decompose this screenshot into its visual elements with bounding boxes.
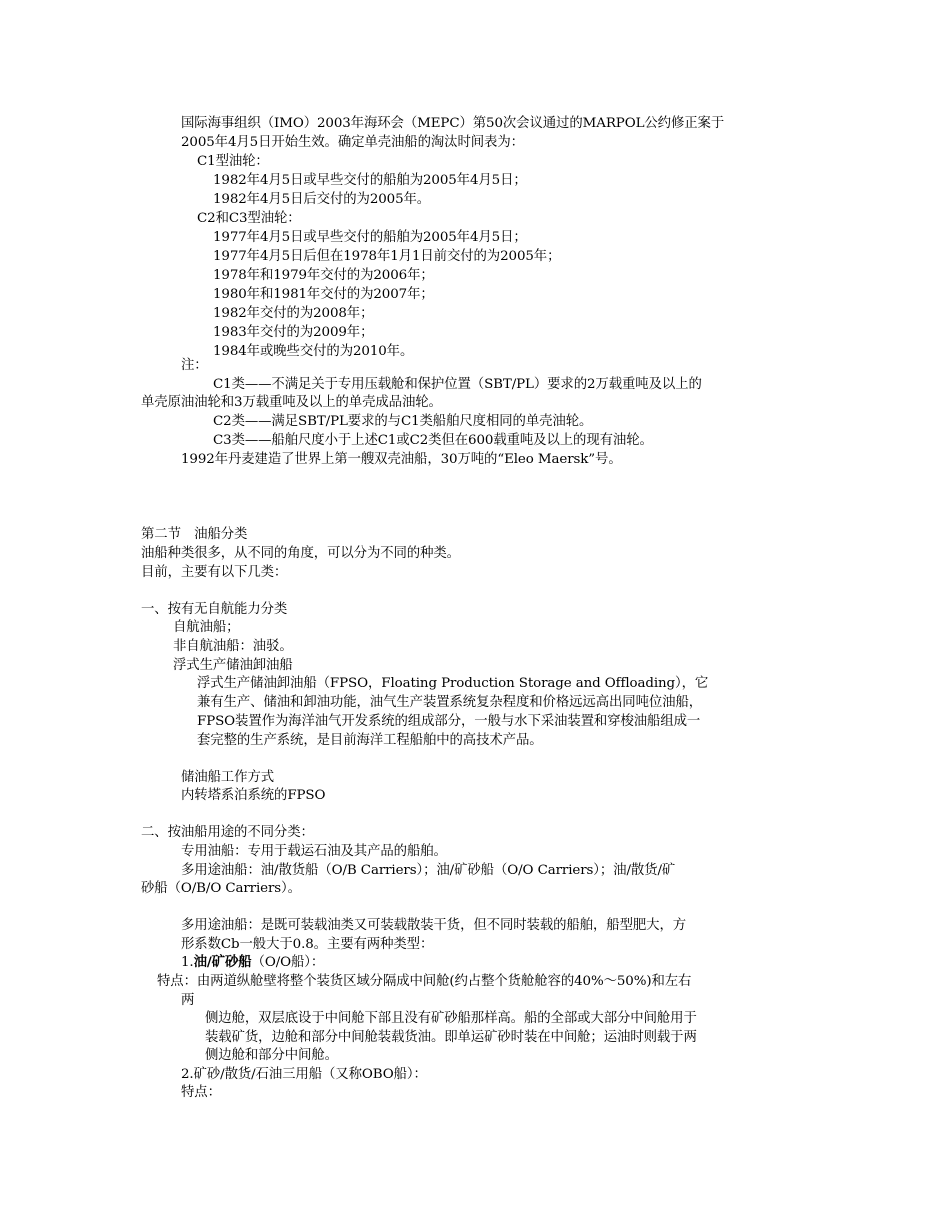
fpso-heading: 浮式生产储油卸油船 bbox=[173, 658, 293, 673]
fpso-desc-line: FPSO装置作为海洋油气开发系统的组成部分，一般与水下采油装置和穿梭油船组成一 bbox=[197, 714, 701, 729]
self-propelled-item: 自航油船； bbox=[173, 620, 240, 635]
storage-ship-operation: 储油船工作方式 bbox=[181, 770, 275, 785]
section-intro-line-1: 油船种类很多，从不同的角度，可以分为不同的种类。 bbox=[141, 546, 460, 561]
type-1-name: 油/矿砂船 bbox=[193, 954, 252, 970]
category-1-heading: 一、按有无自航能力分类 bbox=[141, 602, 288, 617]
fpso-desc-line: 浮式生产储油卸油船（FPSO，Floating Production Storage and Offloading），它 bbox=[197, 676, 709, 691]
c2-c3-type-heading: C2和C3型油轮： bbox=[197, 211, 301, 226]
multi-purpose-definition-line-1: 多用途油船：是既可装载油类又可装载散装干货，但不同时装载的船舶，船型肥大，方 bbox=[181, 918, 687, 933]
c2-c3-item: 1980年和1981年交付的为2007年； bbox=[213, 287, 434, 302]
marpol-intro-line-2: 2005年4月5日开始生效。确定单壳油船的淘汰时间表为： bbox=[181, 135, 524, 150]
c1-item: 1982年4月5日或早些交付的船舶为2005年4月5日； bbox=[213, 173, 527, 188]
c2-c3-item: 1977年4月5日后但在1978年1月1日前交付的为2005年； bbox=[213, 249, 561, 264]
fpso-desc-line: 套完整的生产系统，是目前海洋工程船舶中的高技术产品。 bbox=[197, 733, 543, 748]
note-c2: C2类——满足SBT/PL要求的与C1类船舶尺度相同的单壳油轮。 bbox=[213, 414, 593, 429]
internal-turret-fpso: 内转塔系泊系统的FPSO bbox=[181, 788, 326, 803]
c1-type-heading: C1型油轮： bbox=[197, 154, 269, 169]
type-1-feature-line-3: 侧边舱，双层底设于中间舱下部且没有矿砂船那样高。船的全部或大部分中间舱用于 bbox=[205, 1011, 697, 1026]
dedicated-tanker-item: 专用油船：专用于载运石油及其产品的船舶。 bbox=[181, 844, 447, 859]
multi-purpose-line-1: 多用途油船：油/散货船（O/B Carriers）；油/矿砂船（O/O Carriers）；油/散货/矿 bbox=[181, 863, 676, 878]
type-1-feature-line-1: 特点：由两道纵舱壁将整个装货区域分隔成中间舱(约占整个货舱舱容的40%～50%)和左右 bbox=[157, 974, 692, 989]
multi-purpose-line-2: 砂船（O/B/O Carriers）。 bbox=[141, 881, 301, 896]
multi-purpose-definition-line-2: 形系数Cb一般大于0.8。主要有两种类型： bbox=[181, 937, 434, 952]
note-c1-line-1: C1类——不满足关于专用压载舱和保护位置（SBT/PL）要求的2万载重吨及以上的 bbox=[213, 377, 702, 392]
c1-item: 1982年4月5日后交付的为2005年。 bbox=[213, 192, 431, 207]
marpol-intro-line-1: 国际海事组织（IMO）2003年海环会（MEPC）第50次会议通过的MARPOL公约修正案于 bbox=[181, 116, 725, 131]
type-2-heading: 2.矿砂/散货/石油三用船（又称OBO船）： bbox=[181, 1067, 427, 1082]
note-heading: 注： bbox=[181, 358, 208, 373]
type-1-number: 1. bbox=[181, 955, 194, 970]
c2-c3-item: 1977年4月5日或早些交付的船舶为2005年4月5日； bbox=[213, 230, 527, 245]
section-title: 第二节 油船分类 bbox=[141, 527, 248, 542]
c2-c3-item: 1984年或晚些交付的为2010年。 bbox=[213, 344, 414, 359]
section-intro-line-2: 目前，主要有以下几类： bbox=[141, 565, 288, 580]
note-c3: C3类——船舶尺度小于上述C1或C2类但在600载重吨及以上的现有油轮。 bbox=[213, 433, 653, 448]
type-1-heading bbox=[181, 953, 324, 972]
double-hull-history: 1992年丹麦建造了世界上第一艘双壳油船，30万吨的“Eleo Maersk”号。 bbox=[181, 452, 622, 467]
c2-c3-item: 1978年和1979年交付的为2006年； bbox=[213, 268, 434, 283]
type-1-feature-line-4: 装载矿货，边舱和部分中间舱装载货油。即单运矿砂时装在中间舱；运油时则载于两 bbox=[205, 1030, 697, 1045]
type-1-feature-line-5: 侧边舱和部分中间舱。 bbox=[205, 1048, 338, 1063]
category-2-heading: 二、按油船用途的不同分类： bbox=[141, 825, 314, 840]
c2-c3-item: 1982年交付的为2008年； bbox=[213, 306, 374, 321]
type-1-suffix: （O/O船）： bbox=[251, 955, 325, 970]
non-self-propelled-item: 非自航油船：油驳。 bbox=[173, 639, 293, 654]
type-1-feature-line-2: 两 bbox=[181, 993, 195, 1008]
note-c1-line-2: 单壳原油油轮和3万载重吨及以上的单壳成品油轮。 bbox=[141, 395, 442, 410]
type-2-feature-label: 特点： bbox=[181, 1085, 221, 1100]
c2-c3-item: 1983年交付的为2009年； bbox=[213, 325, 374, 340]
fpso-desc-line: 兼有生产、储油和卸油功能，油气生产装置系统复杂程度和价格远远高出同吨位油船， bbox=[197, 695, 703, 710]
